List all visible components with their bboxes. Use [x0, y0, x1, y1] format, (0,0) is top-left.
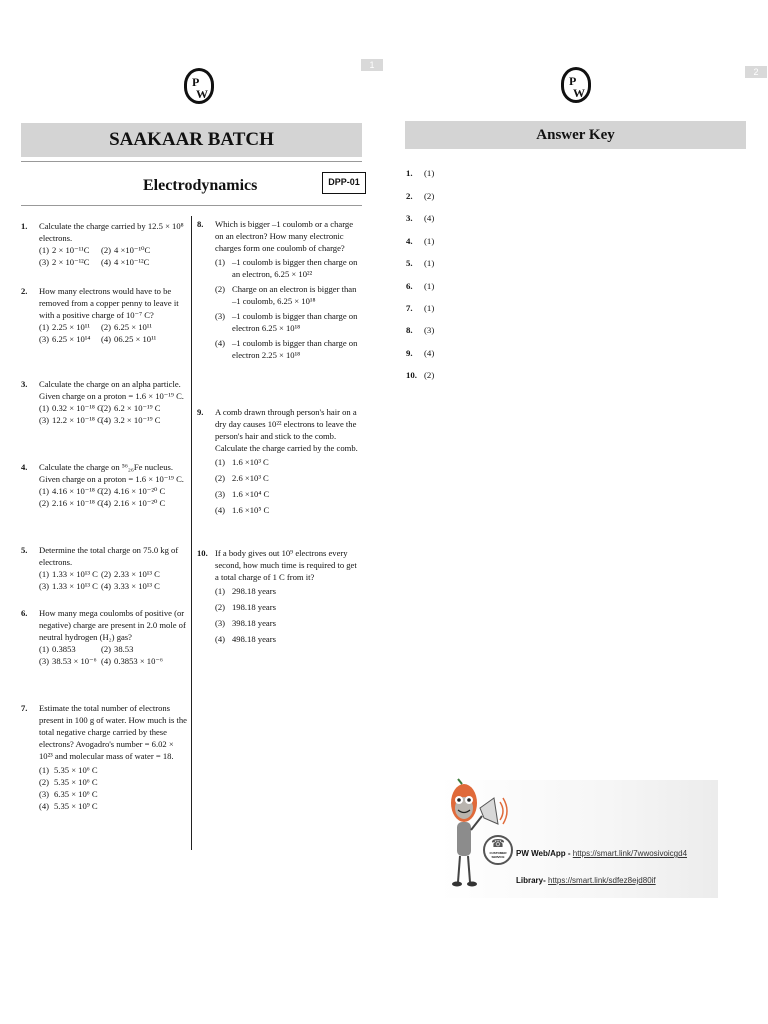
option-2: (2) 4.16 × 10⁻²⁰ C	[101, 486, 166, 496]
option-2: (2) 198.18 years	[215, 602, 276, 612]
option-1: (1) 2 × 10⁻¹¹C	[39, 245, 90, 255]
option-1: (1) –1 coulomb is bigger then charge on an electron, 6.25 × 10²²	[215, 257, 358, 279]
option-1: (1) 1.6 ×10³ C	[215, 457, 269, 467]
header-divider	[21, 161, 362, 162]
option-3: (3) 6.35 × 10⁶ C	[39, 789, 98, 799]
answer-3: 3. (4)	[406, 213, 435, 223]
option-2: (2) 4 ×10⁻¹⁰C	[101, 245, 151, 255]
column-divider	[191, 216, 192, 850]
question-number: 5.	[21, 545, 28, 555]
option-3: (3) –1 coulomb is bigger than charge on electron 6.25 × 10¹⁸	[215, 311, 358, 333]
answer-5: 5. (1)	[406, 258, 435, 268]
question-2	[21, 285, 189, 345]
option-4: (4) 0.3853 × 10⁻⁶	[101, 656, 163, 666]
web-app-link[interactable]: https://smart.link/7wwosivoicgd4	[572, 849, 688, 858]
option-1: (1) 1.33 × 10¹³ C	[39, 569, 98, 579]
subject-divider	[21, 205, 362, 206]
option-4: (4) 3.2 × 10⁻¹⁹ C	[101, 415, 161, 425]
question-number: 4.	[21, 462, 28, 472]
option-4: (4) 4 ×10⁻¹²C	[101, 257, 150, 267]
option-4: (4) 5.35 × 10⁹ C	[39, 801, 98, 811]
logo-letter-p: P	[192, 75, 200, 89]
option-1: (1) 298.18 years	[215, 586, 276, 596]
question-number: 1.	[21, 221, 28, 231]
question-8	[197, 218, 362, 361]
question-10	[197, 547, 362, 645]
option-1: (1) 0.3853	[39, 644, 76, 654]
question-6	[21, 607, 189, 667]
answer-9: 9. (4)	[406, 348, 435, 358]
option-4: (4) 3.33 × 10¹³ C	[101, 581, 160, 591]
badge-text: CUSTOMER SERVICE	[489, 851, 507, 859]
question-5	[21, 544, 189, 592]
option-3: (3) 398.18 years	[215, 618, 276, 628]
question-stem: If a body gives out 10⁹ electrons every second, how much time is required to get a total charge of 1 C from it?	[215, 548, 357, 582]
question-number: 9.	[197, 407, 204, 417]
batch-banner: SAAKAAR BATCH	[21, 123, 362, 157]
option-2: (2) 6.25 × 10¹¹	[101, 322, 152, 332]
page-number-2: 2	[745, 66, 767, 78]
answer-10: 10. (2)	[406, 370, 435, 380]
option-3: (3) 1.6 ×10⁴ C	[215, 489, 270, 499]
option-2: (2) 38.53	[101, 644, 134, 654]
option-3: (3) 2 × 10⁻¹²C	[39, 257, 90, 267]
web-app-line	[516, 849, 687, 858]
answer-4: 4. (1)	[406, 236, 435, 246]
question-3	[21, 378, 189, 426]
answer-1: 1. (1)	[406, 168, 435, 178]
question-stem: Which is bigger –1 coulomb or a charge on an electron? How many electronic charges form one coulomb of charge?	[215, 219, 354, 253]
question-stem: A comb drawn through person's hair on a dry day causes 10²² electrons to leave the person's hair and stick to the comb. Calculate the charge carried by the comb.	[215, 407, 358, 453]
option-4: (4) 1.6 ×10⁵ C	[215, 505, 270, 515]
answer-2: 2. (2)	[406, 191, 435, 201]
logo-letter-w: W	[196, 87, 208, 101]
answer-6: 6. (1)	[406, 281, 435, 291]
library-label: Library-	[516, 876, 546, 885]
answer-8: 8. (3)	[406, 325, 435, 335]
question-number: 7.	[21, 703, 28, 713]
option-4: (4) 498.18 years	[215, 634, 276, 644]
question-7	[21, 702, 189, 812]
option-2: (2) 2.33 × 10¹³ C	[101, 569, 160, 579]
option-4: (4) –1 coulomb is bigger than charge on electron 2.25 × 10¹⁸	[215, 338, 358, 360]
headset-icon: ☎	[491, 838, 505, 850]
option-3: (3) 6.25 × 10¹⁴	[39, 334, 91, 344]
question-9	[197, 406, 362, 516]
option-3: (2) 2.16 × 10⁻¹⁸ C	[39, 498, 103, 508]
option-4: (4) 06.25 × 10¹¹	[101, 334, 157, 344]
question-stem: Calculate the charge on an alpha particle. Given charge on a proton = 1.6 × 10⁻¹⁹ C.	[39, 379, 184, 401]
pw-logo-left	[184, 68, 214, 104]
question-stem: Determine the total charge on 75.0 kg of electrons.	[39, 545, 179, 567]
question-1	[21, 220, 189, 268]
answer-7: 7. (1)	[406, 303, 435, 313]
question-number: 10.	[197, 548, 208, 558]
question-number: 8.	[197, 219, 204, 229]
option-4: (4) 2.16 × 10⁻²⁰ C	[101, 498, 166, 508]
logo-letter-p: P	[569, 74, 577, 88]
question-stem: Calculate the charge carried by 12.5 × 10⁸ electrons.	[39, 221, 184, 243]
library-line	[516, 876, 656, 885]
option-1: (1) 4.16 × 10⁻¹⁸ C	[39, 486, 103, 496]
question-number: 2.	[21, 286, 28, 296]
customer-service-badge	[483, 835, 513, 865]
option-3: (3) 1.33 × 10¹³ C	[39, 581, 98, 591]
question-number: 3.	[21, 379, 28, 389]
option-2: (2) 5.35 × 10⁶ C	[39, 777, 98, 787]
option-2: (2) 2.6 ×10³ C	[215, 473, 269, 483]
pw-logo-right	[561, 67, 591, 103]
question-4	[21, 461, 189, 509]
logo-letter-w: W	[573, 86, 585, 100]
question-stem: Calculate the charge on ⁵⁶₂₆Fe nucleus. Given charge on a proton = 1.6 × 10⁻¹⁹ C.	[39, 462, 184, 484]
web-app-label: PW Web/App -	[516, 849, 571, 858]
option-1: (1) 5.35 × 10⁶ C	[39, 765, 98, 775]
option-1: (1) 0.32 × 10⁻¹⁸ C	[39, 403, 103, 413]
page-number-1: 1	[361, 59, 383, 71]
option-3: (3) 12.2 × 10⁻¹⁸ C	[39, 415, 103, 425]
option-1: (1) 2.25 × 10¹¹	[39, 322, 90, 332]
question-stem: How many mega coulombs of positive (or negative) charge are present in 2.0 mole of neutral hydrogen (H₂) gas?	[39, 608, 186, 642]
question-stem: Estimate the total number of electrons present in 100 g of water. How much is the total negative charge carried by these electrons? Avogadro's number = 6.02 × 10²³ and molecular mass of water = 18.	[39, 703, 187, 761]
subject-title: Electrodynamics	[143, 177, 258, 194]
option-3: (3) 38.53 × 10⁻⁶	[39, 656, 97, 666]
question-stem: How many electrons would have to be removed from a copper penny to leave it with a positive charge of 10⁻⁷ C?	[39, 286, 179, 320]
library-link[interactable]: https://smart.link/sdfez8ejd80if	[548, 876, 656, 885]
answer-key-banner: Answer Key	[405, 121, 746, 149]
question-number: 6.	[21, 608, 28, 618]
dpp-label: DPP-01	[322, 172, 366, 194]
option-2: (2) Charge on an electron is bigger than –1 coulomb, 6.25 × 10¹⁸	[215, 284, 357, 306]
option-2: (2) 6.2 × 10⁻¹⁹ C	[101, 403, 161, 413]
